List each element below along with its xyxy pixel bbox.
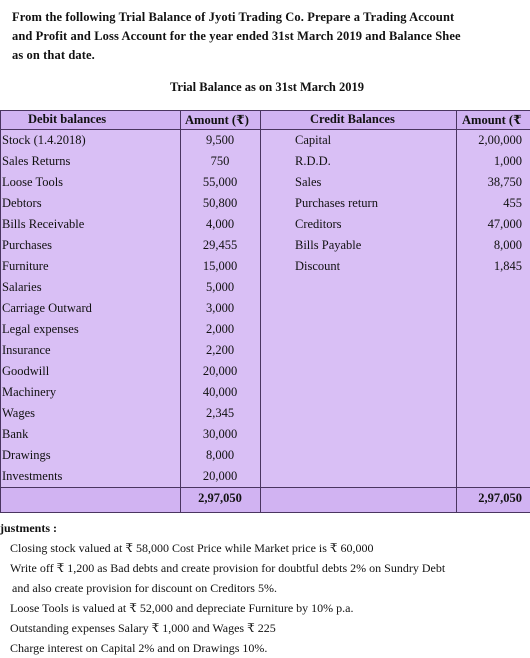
adjustment-item: Loose Tools is valued at ₹ 52,000 and depreciate Furniture by 10% p.a.	[10, 601, 354, 615]
table-row	[0, 151, 530, 172]
credit-amount: 1,000	[493, 154, 522, 168]
adjustment-item: Closing stock valued at ₹ 58,000 Cost Price while Market price is ₹ 60,000	[10, 541, 374, 555]
table-row	[0, 403, 530, 424]
debit-account-name: Machinery	[2, 385, 57, 399]
table-row	[0, 172, 530, 193]
credit-amount: 455	[503, 196, 522, 210]
credit-account-name: Bills Payable	[295, 238, 362, 252]
debit-total: 2,97,050	[198, 491, 242, 505]
credit-account-name: Creditors	[295, 217, 342, 231]
debit-account-name: Sales Returns	[2, 154, 71, 168]
question-line: as on that date.	[12, 48, 95, 62]
debit-account-name: Wages	[2, 406, 36, 420]
debit-account-name: Loose Tools	[2, 175, 64, 189]
debit-amount: 8,000	[205, 448, 235, 462]
debit-amount: 5,000	[205, 280, 235, 294]
header-debit-amount: Amount (₹)	[185, 113, 249, 127]
debit-account-name: Furniture	[2, 259, 49, 273]
credit-account-name: Purchases return	[295, 196, 378, 210]
trial-balance-table	[0, 110, 530, 513]
table-row	[0, 466, 530, 487]
header-credit-balances: Credit Balances	[310, 112, 395, 126]
table-header-row	[0, 110, 530, 130]
debit-account-name: Bills Receivable	[2, 217, 85, 231]
debit-amount: 3,000	[205, 301, 235, 315]
debit-amount: 50,800	[202, 196, 238, 210]
credit-amount: 1,845	[493, 259, 522, 273]
question-text	[12, 8, 530, 65]
debit-amount: 2,200	[205, 343, 235, 357]
trial-balance-title: Trial Balance as on 31st March 2019	[170, 80, 364, 94]
table-row	[0, 256, 530, 277]
table-row	[0, 298, 530, 319]
debit-amount: 4,000	[205, 217, 235, 231]
debit-account-name: Purchases	[2, 238, 52, 252]
adjustment-item: and also create provision for discount on Creditors 5%.	[12, 581, 277, 595]
credit-amount: 38,750	[487, 175, 522, 189]
debit-amount: 2,345	[205, 406, 235, 420]
table-row	[0, 235, 530, 256]
debit-amount: 40,000	[202, 385, 238, 399]
debit-amount: 750	[210, 154, 230, 168]
adjustment-item: Charge interest on Capital 2% and on Drawings 10%.	[10, 641, 268, 655]
table-row	[0, 193, 530, 214]
debit-amount: 15,000	[202, 259, 238, 273]
question-line: From the following Trial Balance of Jyoti Trading Co. Prepare a Trading Account	[12, 10, 455, 24]
debit-account-name: Investments	[2, 469, 63, 483]
table-row	[0, 340, 530, 361]
debit-amount: 20,000	[202, 364, 238, 378]
debit-amount: 9,500	[205, 133, 235, 147]
adjustment-item: Write off ₹ 1,200 as Bad debts and create provision for doubtful debts 2% on Sundry Debt	[10, 561, 446, 575]
debit-account-name: Goodwill	[2, 364, 50, 378]
debit-account-name: Debtors	[2, 196, 42, 210]
table-body	[0, 130, 530, 487]
debit-account-name: Bank	[2, 427, 29, 441]
debit-account-name: Legal expenses	[2, 322, 79, 336]
table-row	[0, 130, 530, 151]
credit-amount: 8,000	[493, 238, 522, 252]
debit-amount: 30,000	[202, 427, 238, 441]
debit-amount: 20,000	[202, 469, 238, 483]
debit-amount: 29,455	[202, 238, 238, 252]
credit-account-name: Discount	[295, 259, 341, 273]
credit-account-name: Sales	[295, 175, 322, 189]
table-row	[0, 424, 530, 445]
adjustments-section	[0, 518, 530, 658]
debit-account-name: Carriage Outward	[2, 301, 92, 315]
debit-account-name: Drawings	[2, 448, 51, 462]
credit-amount: 47,000	[487, 217, 522, 231]
table-row	[0, 277, 530, 298]
debit-amount: 55,000	[202, 175, 238, 189]
question-line: and Profit and Loss Account for the year ended 31st March 2019 and Balance Shee	[12, 29, 461, 43]
debit-account-name: Insurance	[2, 343, 51, 357]
credit-account-name: R.D.D.	[295, 154, 331, 168]
credit-total: 2,97,050	[478, 491, 522, 505]
table-total-row	[0, 487, 530, 513]
adjustments-list	[0, 538, 530, 658]
debit-amount: 2,000	[205, 322, 235, 336]
table-row	[0, 214, 530, 235]
table-row	[0, 361, 530, 382]
adjustment-item: Outstanding expenses Salary ₹ 1,000 and Wages ₹ 225	[10, 621, 276, 635]
table-row	[0, 319, 530, 340]
credit-amount: 2,00,000	[478, 133, 522, 147]
header-debit-balances: Debit balances	[28, 112, 107, 126]
adjustments-title: justments :	[0, 521, 57, 535]
header-credit-amount: Amount (₹	[462, 113, 522, 127]
credit-account-name: Capital	[295, 133, 332, 147]
table-row	[0, 382, 530, 403]
debit-account-name: Salaries	[2, 280, 42, 294]
debit-account-name: Stock (1.4.2018)	[2, 133, 86, 147]
table-row	[0, 445, 530, 466]
